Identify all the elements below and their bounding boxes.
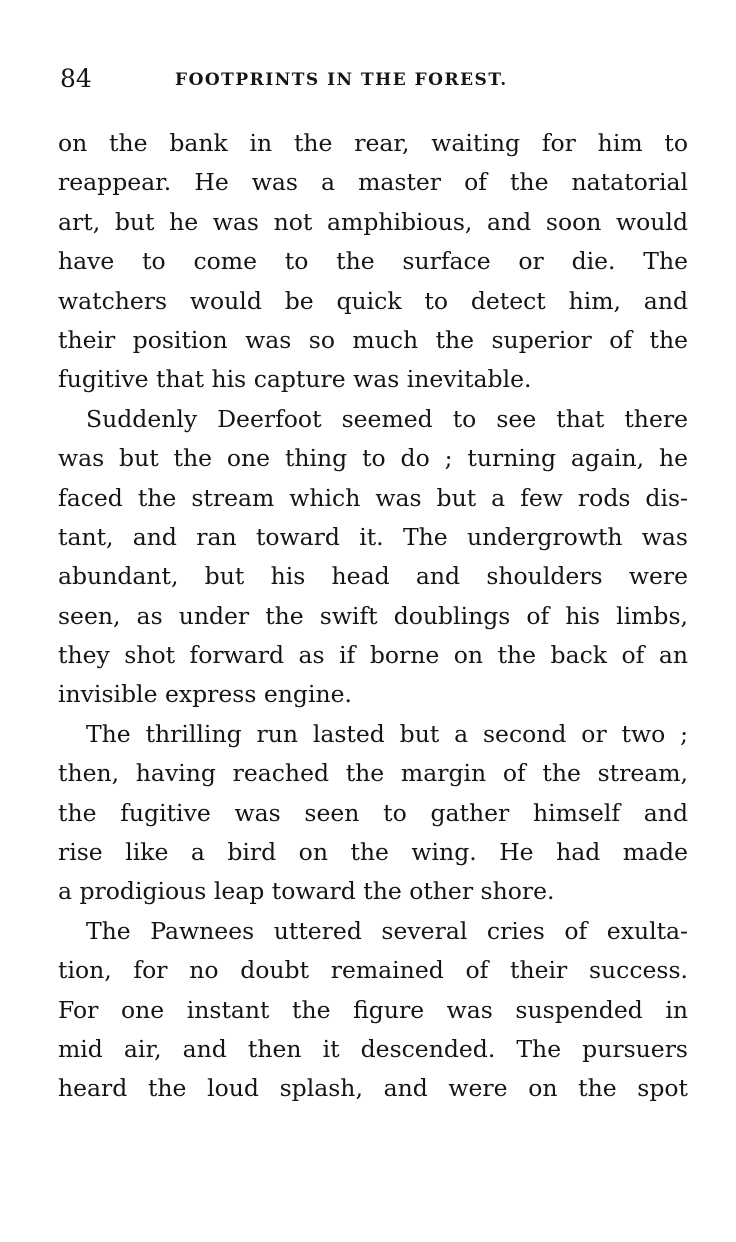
text-line: the fugitive was seen to gather himself and bbox=[58, 798, 688, 827]
running-head bbox=[60, 62, 690, 96]
text-line: fugitive that his capture was inevitable. bbox=[58, 365, 532, 394]
text-line: faced the stream which was but a few rods dis- bbox=[58, 483, 688, 512]
text-line: reappear. He was a master of the natatorial bbox=[58, 168, 688, 197]
text-line: on the bank in the rear, waiting for him to bbox=[58, 129, 688, 157]
running-title: FOOTPRINTS IN THE FOREST. bbox=[175, 70, 508, 90]
text-line: was but the one thing to do ; turning again, he bbox=[58, 444, 688, 473]
text-line: mid air, and then it descended. The pursuers bbox=[58, 1034, 688, 1063]
text-line: tant, and ran toward it. The undergrowth was bbox=[58, 522, 688, 551]
text-line: rise like a bird on the wing. He had made bbox=[58, 838, 688, 867]
text-line: art, but he was not amphibious, and soon would bbox=[58, 207, 688, 236]
body-text bbox=[58, 124, 688, 1109]
paragraph-start-line: The thrilling run lasted but a second or two ; bbox=[86, 719, 688, 748]
text-line: For one instant the figure was suspended in bbox=[58, 995, 688, 1024]
paragraph-start-line: The Pawnees uttered several cries of exulta- bbox=[86, 916, 688, 945]
text-line: seen, as under the swift doublings of his limbs, bbox=[58, 601, 688, 630]
paragraph-start-line: Suddenly Deerfoot seemed to see that there bbox=[86, 404, 688, 433]
text-line: then, having reached the margin of the stream, bbox=[58, 759, 688, 788]
text-line: their position was so much the superior of the bbox=[58, 325, 688, 354]
text-line: have to come to the surface or die. The bbox=[58, 247, 688, 276]
text-line: heard the loud splash, and were on the spot bbox=[58, 1074, 688, 1103]
text-line: tion, for no doubt remained of their success. bbox=[58, 956, 688, 985]
text-line: watchers would be quick to detect him, and bbox=[58, 286, 688, 315]
page-number: 84 bbox=[60, 64, 92, 93]
text-line: invisible express engine. bbox=[58, 680, 353, 709]
text-line: a prodigious leap toward the other shore. bbox=[58, 877, 555, 906]
text-line: they shot forward as if borne on the back of an bbox=[58, 641, 688, 670]
text-line: abundant, but his head and shoulders were bbox=[58, 562, 688, 591]
